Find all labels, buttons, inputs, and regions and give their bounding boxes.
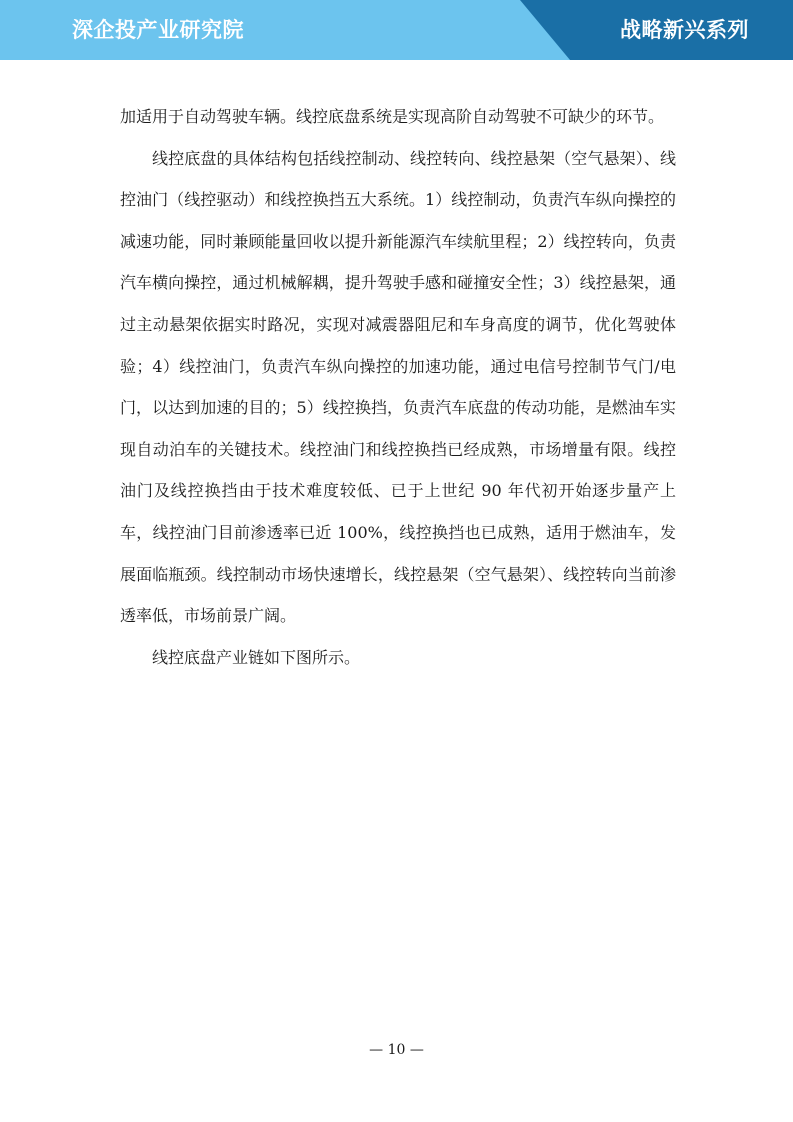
header-org-name: 深企投产业研究院 [72, 18, 244, 42]
document-body [120, 96, 676, 678]
body-paragraph-structure: 线控底盘的具体结构包括线控制动、线控转向、线控悬架（空气悬架）、线控油门（线控驱动）和线控换挡五大系统。1）线控制动，负责汽车纵向操控的减速功能，同时兼顾能量回收以提升新能源汽车续航里程；2）线控转向，负责汽车横向操控，通过机械解耦，提升驾驶手感和碰撞安全性；3）线控悬架，通过主动悬架依据实时路况，实现对减震器阻尼和车身高度的调节，优化驾驶体验；4）线控油门，负责汽车纵向操控的加速功能，通过电信号控制节气门/电门，以达到加速的目的；5）线控换挡，负责汽车底盘的传动功能，是燃油车实现自动泊车的关键技术。线控油门和线控换挡已经成熟，市场增量有限。线控油门及线控换挡由于技术难度较低、已于上世纪 90 年代初开始逐步量产上车，线控油门目前渗透率已近 100%，线控换挡也已成熟，适用于燃油车，发展面临瓶颈。线控制动市场快速增长，线控悬架（空气悬架）、线控转向当前渗透率低，市场前景广阔。 [120, 148, 676, 626]
body-paragraph-continuation: 加适用于自动驾驶车辆。线控底盘系统是实现高阶自动驾驶不可缺少的环节。 [120, 107, 665, 126]
header-series-name: 战略新兴系列 [620, 18, 749, 42]
page-number: — 10 — [369, 1042, 424, 1058]
body-paragraph-figure-intro: 线控底盘产业链如下图所示。 [152, 647, 361, 667]
page-header [0, 0, 793, 60]
